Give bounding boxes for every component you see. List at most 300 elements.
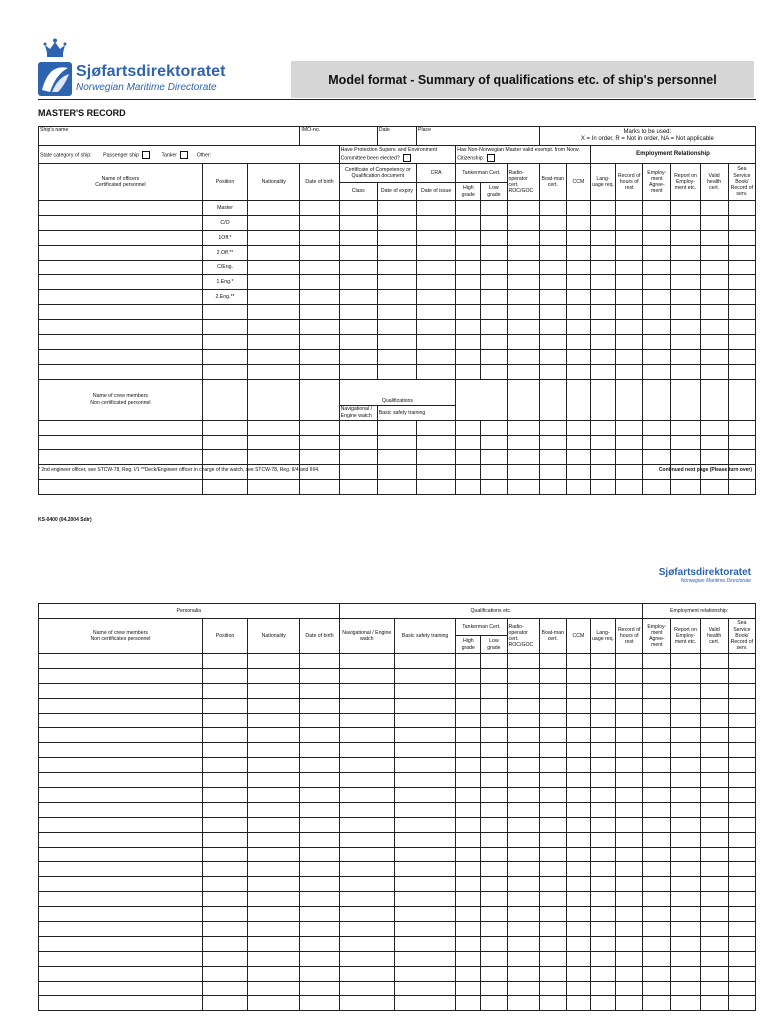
officer-cell[interactable]: [481, 364, 507, 379]
crew-p2-cell[interactable]: [566, 892, 590, 907]
crew-cell[interactable]: [539, 450, 566, 465]
crew-p2-cell[interactable]: [339, 966, 394, 981]
officer-cell[interactable]: [671, 335, 700, 350]
crew-p2-cell[interactable]: [590, 728, 615, 743]
crew-p2-cell[interactable]: [507, 892, 539, 907]
officer-cell[interactable]: [539, 305, 566, 320]
officer-cell[interactable]: [643, 335, 671, 350]
crew-p2-cell[interactable]: [300, 788, 339, 803]
crew-cell[interactable]: [700, 450, 728, 465]
crew-p2-cell[interactable]: [616, 698, 643, 713]
crew-p2-cell[interactable]: [394, 788, 455, 803]
crew-cell[interactable]: [590, 450, 615, 465]
crew-p2-cell[interactable]: [481, 788, 507, 803]
crew-p2-cell[interactable]: [300, 981, 339, 996]
officer-cell[interactable]: [539, 320, 566, 335]
crew-p2-cell[interactable]: [728, 713, 755, 728]
crew-p2-cell[interactable]: [300, 936, 339, 951]
crew-p2-cell[interactable]: [539, 951, 566, 966]
crew-cell[interactable]: [339, 480, 377, 495]
crew-p2-cell[interactable]: [566, 668, 590, 683]
crew-p2-cell[interactable]: [643, 758, 671, 773]
crew-p2-cell[interactable]: [507, 847, 539, 862]
officer-cell[interactable]: [590, 349, 615, 364]
officer-cell[interactable]: [566, 305, 590, 320]
officer-cell[interactable]: [339, 245, 377, 260]
crew-p2-cell[interactable]: [700, 817, 728, 832]
crew-p2-cell[interactable]: [700, 907, 728, 922]
officer-cell[interactable]: [700, 364, 728, 379]
crew-p2-cell[interactable]: [728, 788, 755, 803]
crew-p2-cell[interactable]: [700, 713, 728, 728]
crew-p2-cell[interactable]: [671, 728, 700, 743]
officer-cell[interactable]: [700, 320, 728, 335]
crew-p2-cell[interactable]: [616, 862, 643, 877]
crew-p2-cell[interactable]: [202, 996, 247, 1011]
crew-cell[interactable]: [643, 480, 671, 495]
officer-cell[interactable]: [643, 215, 671, 230]
crew-p2-cell[interactable]: [300, 713, 339, 728]
crew-p2-cell[interactable]: [539, 683, 566, 698]
crew-p2-cell[interactable]: [39, 683, 203, 698]
crew-cell[interactable]: [700, 420, 728, 435]
crew-p2-cell[interactable]: [507, 728, 539, 743]
crew-p2-cell[interactable]: [590, 951, 615, 966]
crew-p2-cell[interactable]: [394, 981, 455, 996]
crew-p2-cell[interactable]: [394, 907, 455, 922]
crew-cell[interactable]: [507, 435, 539, 450]
crew-p2-cell[interactable]: [539, 922, 566, 937]
crew-p2-cell[interactable]: [481, 832, 507, 847]
officer-cell[interactable]: [616, 215, 643, 230]
officer-cell[interactable]: [539, 275, 566, 290]
crew-cell[interactable]: [539, 435, 566, 450]
crew-p2-cell[interactable]: [728, 892, 755, 907]
crew-p2-cell[interactable]: [728, 743, 755, 758]
crew-p2-cell[interactable]: [671, 907, 700, 922]
officer-cell[interactable]: [39, 349, 203, 364]
officer-cell[interactable]: [590, 215, 615, 230]
crew-cell[interactable]: [590, 465, 615, 480]
crew-cell[interactable]: [643, 435, 671, 450]
crew-p2-cell[interactable]: [39, 788, 203, 803]
officer-cell[interactable]: [566, 364, 590, 379]
crew-p2-cell[interactable]: [728, 907, 755, 922]
crew-p2-cell[interactable]: [700, 996, 728, 1011]
crew-p2-cell[interactable]: [700, 802, 728, 817]
crew-p2-cell[interactable]: [456, 802, 481, 817]
crew-p2-cell[interactable]: [700, 966, 728, 981]
crew-p2-cell[interactable]: [566, 728, 590, 743]
officer-cell[interactable]: [700, 275, 728, 290]
crew-p2-cell[interactable]: [539, 668, 566, 683]
crew-p2-cell[interactable]: [456, 922, 481, 937]
officer-cell[interactable]: [643, 201, 671, 216]
crew-p2-cell[interactable]: [248, 847, 300, 862]
crew-cell[interactable]: [417, 480, 456, 495]
crew-cell[interactable]: [39, 450, 203, 465]
crew-p2-cell[interactable]: [507, 922, 539, 937]
crew-p2-cell[interactable]: [566, 951, 590, 966]
crew-p2-cell[interactable]: [507, 862, 539, 877]
crew-p2-cell[interactable]: [590, 907, 615, 922]
crew-p2-cell[interactable]: [643, 698, 671, 713]
crew-cell[interactable]: [616, 465, 643, 480]
officer-cell[interactable]: [300, 275, 339, 290]
officer-cell[interactable]: [248, 335, 300, 350]
officer-cell[interactable]: [643, 275, 671, 290]
crew-p2-cell[interactable]: [39, 654, 203, 669]
crew-p2-cell[interactable]: [590, 698, 615, 713]
crew-p2-cell[interactable]: [539, 817, 566, 832]
crew-p2-cell[interactable]: [671, 981, 700, 996]
crew-p2-cell[interactable]: [616, 773, 643, 788]
crew-p2-cell[interactable]: [456, 951, 481, 966]
crew-p2-cell[interactable]: [248, 758, 300, 773]
crew-p2-cell[interactable]: [507, 996, 539, 1011]
crew-p2-cell[interactable]: [456, 698, 481, 713]
crew-p2-cell[interactable]: [300, 877, 339, 892]
crew-cell[interactable]: [481, 435, 507, 450]
crew-p2-cell[interactable]: [643, 683, 671, 698]
officer-cell[interactable]: [671, 275, 700, 290]
officer-position-cell[interactable]: [202, 364, 247, 379]
crew-p2-cell[interactable]: [300, 683, 339, 698]
crew-cell[interactable]: [248, 435, 300, 450]
crew-p2-cell[interactable]: [39, 698, 203, 713]
crew-p2-cell[interactable]: [202, 698, 247, 713]
officer-position-cell[interactable]: 1.Eng.*: [202, 275, 247, 290]
crew-p2-cell[interactable]: [300, 862, 339, 877]
crew-p2-cell[interactable]: [700, 936, 728, 951]
officer-cell[interactable]: [377, 335, 416, 350]
crew-p2-cell[interactable]: [202, 683, 247, 698]
crew-p2-cell[interactable]: [394, 713, 455, 728]
crew-p2-cell[interactable]: [616, 951, 643, 966]
crew-p2-cell[interactable]: [539, 713, 566, 728]
officer-position-cell[interactable]: [202, 305, 247, 320]
officer-cell[interactable]: [507, 275, 539, 290]
crew-p2-cell[interactable]: [394, 966, 455, 981]
officer-cell[interactable]: [248, 201, 300, 216]
crew-p2-cell[interactable]: [339, 758, 394, 773]
crew-p2-cell[interactable]: [300, 758, 339, 773]
crew-cell[interactable]: [39, 480, 203, 495]
officer-cell[interactable]: [616, 320, 643, 335]
crew-p2-cell[interactable]: [507, 817, 539, 832]
crew-p2-cell[interactable]: [671, 996, 700, 1011]
crew-p2-cell[interactable]: [339, 713, 394, 728]
ships-name-field[interactable]: [39, 127, 300, 146]
officer-cell[interactable]: [481, 305, 507, 320]
crew-p2-cell[interactable]: [248, 907, 300, 922]
crew-p2-cell[interactable]: [394, 951, 455, 966]
crew-p2-cell[interactable]: [566, 996, 590, 1011]
crew-p2-cell[interactable]: [616, 654, 643, 669]
crew-p2-cell[interactable]: [700, 951, 728, 966]
crew-p2-cell[interactable]: [671, 936, 700, 951]
officer-position-cell[interactable]: C/Eng.: [202, 260, 247, 275]
crew-p2-cell[interactable]: [643, 713, 671, 728]
crew-p2-cell[interactable]: [539, 907, 566, 922]
crew-p2-cell[interactable]: [616, 713, 643, 728]
crew-p2-cell[interactable]: [728, 773, 755, 788]
crew-cell[interactable]: [202, 420, 247, 435]
crew-p2-cell[interactable]: [507, 713, 539, 728]
officer-cell[interactable]: [248, 290, 300, 305]
officer-cell[interactable]: [590, 275, 615, 290]
crew-p2-cell[interactable]: [481, 862, 507, 877]
crew-p2-cell[interactable]: [643, 936, 671, 951]
officer-cell[interactable]: [300, 230, 339, 245]
officer-cell[interactable]: [456, 201, 481, 216]
crew-p2-cell[interactable]: [616, 758, 643, 773]
crew-cell[interactable]: [539, 420, 566, 435]
crew-p2-cell[interactable]: [394, 817, 455, 832]
crew-cell[interactable]: [671, 480, 700, 495]
crew-p2-cell[interactable]: [728, 981, 755, 996]
officer-cell[interactable]: [481, 201, 507, 216]
crew-p2-cell[interactable]: [616, 936, 643, 951]
crew-p2-cell[interactable]: [248, 728, 300, 743]
crew-cell[interactable]: [539, 465, 566, 480]
crew-p2-cell[interactable]: [728, 862, 755, 877]
crew-p2-cell[interactable]: [728, 922, 755, 937]
officer-cell[interactable]: [507, 215, 539, 230]
crew-p2-cell[interactable]: [248, 802, 300, 817]
crew-p2-cell[interactable]: [590, 802, 615, 817]
crew-p2-cell[interactable]: [248, 743, 300, 758]
officer-cell[interactable]: [539, 201, 566, 216]
crew-cell[interactable]: [417, 435, 456, 450]
crew-p2-cell[interactable]: [643, 862, 671, 877]
crew-p2-cell[interactable]: [39, 922, 203, 937]
officer-cell[interactable]: [507, 349, 539, 364]
officer-cell[interactable]: [339, 335, 377, 350]
crew-p2-cell[interactable]: [456, 773, 481, 788]
crew-p2-cell[interactable]: [39, 668, 203, 683]
officer-position-cell[interactable]: C/O: [202, 215, 247, 230]
officer-cell[interactable]: [377, 215, 416, 230]
crew-p2-cell[interactable]: [202, 951, 247, 966]
crew-p2-cell[interactable]: [248, 817, 300, 832]
crew-p2-cell[interactable]: [339, 698, 394, 713]
crew-p2-cell[interactable]: [481, 951, 507, 966]
crew-p2-cell[interactable]: [39, 758, 203, 773]
officer-cell[interactable]: [481, 260, 507, 275]
crew-cell[interactable]: [590, 420, 615, 435]
officer-cell[interactable]: [300, 305, 339, 320]
crew-p2-cell[interactable]: [616, 966, 643, 981]
crew-p2-cell[interactable]: [590, 877, 615, 892]
officer-cell[interactable]: [377, 230, 416, 245]
crew-p2-cell[interactable]: [300, 668, 339, 683]
crew-cell[interactable]: [248, 480, 300, 495]
crew-cell[interactable]: [616, 435, 643, 450]
master-checkbox[interactable]: [487, 154, 495, 162]
officer-cell[interactable]: [643, 320, 671, 335]
officer-cell[interactable]: [417, 305, 456, 320]
officer-cell[interactable]: [377, 260, 416, 275]
crew-employ-cell[interactable]: [643, 379, 671, 420]
crew-p2-cell[interactable]: [728, 802, 755, 817]
crew-p2-cell[interactable]: [671, 698, 700, 713]
officer-cell[interactable]: [507, 260, 539, 275]
officer-cell[interactable]: [300, 215, 339, 230]
crew-p2-cell[interactable]: [671, 773, 700, 788]
crew-p2-cell[interactable]: [456, 981, 481, 996]
officer-cell[interactable]: [39, 275, 203, 290]
officer-cell[interactable]: [481, 230, 507, 245]
crew-p2-cell[interactable]: [456, 654, 481, 669]
officer-cell[interactable]: [700, 215, 728, 230]
officer-cell[interactable]: [590, 305, 615, 320]
crew-p2-cell[interactable]: [700, 847, 728, 862]
crew-cell[interactable]: [248, 420, 300, 435]
officer-position-cell[interactable]: [202, 335, 247, 350]
crew-p2-cell[interactable]: [728, 758, 755, 773]
officer-position-cell[interactable]: 2.Off.**: [202, 245, 247, 260]
crew-p2-cell[interactable]: [39, 743, 203, 758]
officer-cell[interactable]: [539, 245, 566, 260]
officer-cell[interactable]: [590, 260, 615, 275]
officer-position-cell[interactable]: Master: [202, 201, 247, 216]
officer-cell[interactable]: [507, 245, 539, 260]
crew-p2-cell[interactable]: [456, 862, 481, 877]
officer-cell[interactable]: [643, 230, 671, 245]
crew-p2-cell[interactable]: [566, 773, 590, 788]
crew-p2-cell[interactable]: [671, 862, 700, 877]
crew-p2-cell[interactable]: [539, 743, 566, 758]
crew-p2-cell[interactable]: [394, 802, 455, 817]
officer-cell[interactable]: [481, 320, 507, 335]
crew-cell[interactable]: [481, 480, 507, 495]
crew-p2-cell[interactable]: [248, 877, 300, 892]
officer-cell[interactable]: [481, 349, 507, 364]
crew-p2-cell[interactable]: [507, 668, 539, 683]
crew-cell[interactable]: [481, 420, 507, 435]
crew-p2-cell[interactable]: [539, 862, 566, 877]
crew-p2-cell[interactable]: [39, 713, 203, 728]
crew-p2-cell[interactable]: [394, 728, 455, 743]
officer-cell[interactable]: [507, 364, 539, 379]
crew-p2-cell[interactable]: [394, 773, 455, 788]
officer-cell[interactable]: [417, 320, 456, 335]
crew-cell[interactable]: [566, 435, 590, 450]
crew-p2-cell[interactable]: [728, 817, 755, 832]
officer-cell[interactable]: [456, 349, 481, 364]
crew-p2-cell[interactable]: [507, 936, 539, 951]
officer-cell[interactable]: [643, 349, 671, 364]
crew-p2-cell[interactable]: [481, 981, 507, 996]
crew-cell[interactable]: [728, 420, 755, 435]
crew-p2-cell[interactable]: [339, 773, 394, 788]
officer-cell[interactable]: [507, 201, 539, 216]
crew-cell[interactable]: [590, 480, 615, 495]
crew-p2-cell[interactable]: [248, 951, 300, 966]
place-field[interactable]: [417, 127, 540, 146]
crew-p2-cell[interactable]: [700, 877, 728, 892]
officer-cell[interactable]: [248, 320, 300, 335]
officer-cell[interactable]: [539, 349, 566, 364]
tanker-checkbox[interactable]: [180, 151, 188, 159]
officer-cell[interactable]: [417, 349, 456, 364]
crew-p2-cell[interactable]: [202, 981, 247, 996]
officer-cell[interactable]: [728, 245, 755, 260]
crew-p2-cell[interactable]: [339, 877, 394, 892]
crew-p2-cell[interactable]: [202, 832, 247, 847]
crew-p2-cell[interactable]: [616, 877, 643, 892]
crew-p2-cell[interactable]: [394, 877, 455, 892]
crew-p2-cell[interactable]: [700, 668, 728, 683]
crew-cell[interactable]: [481, 450, 507, 465]
crew-p2-cell[interactable]: [671, 877, 700, 892]
crew-p2-cell[interactable]: [566, 966, 590, 981]
crew-p2-cell[interactable]: [590, 713, 615, 728]
crew-p2-cell[interactable]: [566, 877, 590, 892]
crew-p2-cell[interactable]: [481, 668, 507, 683]
crew-p2-cell[interactable]: [643, 877, 671, 892]
crew-cell[interactable]: [300, 480, 339, 495]
crew-p2-cell[interactable]: [300, 922, 339, 937]
crew-p2-cell[interactable]: [300, 996, 339, 1011]
crew-cell[interactable]: [202, 435, 247, 450]
crew-p2-cell[interactable]: [590, 788, 615, 803]
crew-p2-cell[interactable]: [248, 922, 300, 937]
crew-p2-cell[interactable]: [590, 832, 615, 847]
crew-cell[interactable]: [377, 420, 416, 435]
officer-cell[interactable]: [507, 335, 539, 350]
crew-p2-cell[interactable]: [202, 773, 247, 788]
crew-p2-cell[interactable]: [394, 847, 455, 862]
crew-cell[interactable]: [643, 420, 671, 435]
crew-p2-cell[interactable]: [643, 892, 671, 907]
officer-cell[interactable]: [377, 320, 416, 335]
crew-cell[interactable]: [339, 450, 377, 465]
crew-p2-cell[interactable]: [248, 788, 300, 803]
crew-p2-cell[interactable]: [39, 877, 203, 892]
crew-cell[interactable]: [377, 480, 416, 495]
officer-cell[interactable]: [671, 320, 700, 335]
crew-p2-cell[interactable]: [481, 654, 507, 669]
officer-cell[interactable]: [417, 364, 456, 379]
crew-p2-cell[interactable]: [202, 877, 247, 892]
officer-cell[interactable]: [39, 201, 203, 216]
crew-cell[interactable]: [566, 480, 590, 495]
crew-p2-cell[interactable]: [456, 966, 481, 981]
officer-cell[interactable]: [417, 260, 456, 275]
crew-p2-cell[interactable]: [728, 683, 755, 698]
officer-cell[interactable]: [39, 290, 203, 305]
crew-p2-cell[interactable]: [616, 996, 643, 1011]
officer-cell[interactable]: [248, 230, 300, 245]
crew-p2-cell[interactable]: [300, 728, 339, 743]
crew-cell[interactable]: [339, 435, 377, 450]
crew-p2-cell[interactable]: [671, 847, 700, 862]
crew-cell[interactable]: [300, 450, 339, 465]
officer-cell[interactable]: [377, 349, 416, 364]
crew-p2-cell[interactable]: [728, 951, 755, 966]
crew-p2-cell[interactable]: [671, 922, 700, 937]
crew-p2-cell[interactable]: [671, 951, 700, 966]
crew-p2-cell[interactable]: [539, 832, 566, 847]
crew-p2-cell[interactable]: [671, 654, 700, 669]
officer-cell[interactable]: [671, 349, 700, 364]
officer-cell[interactable]: [643, 364, 671, 379]
officer-cell[interactable]: [300, 201, 339, 216]
crew-p2-cell[interactable]: [566, 936, 590, 951]
crew-p2-cell[interactable]: [481, 817, 507, 832]
